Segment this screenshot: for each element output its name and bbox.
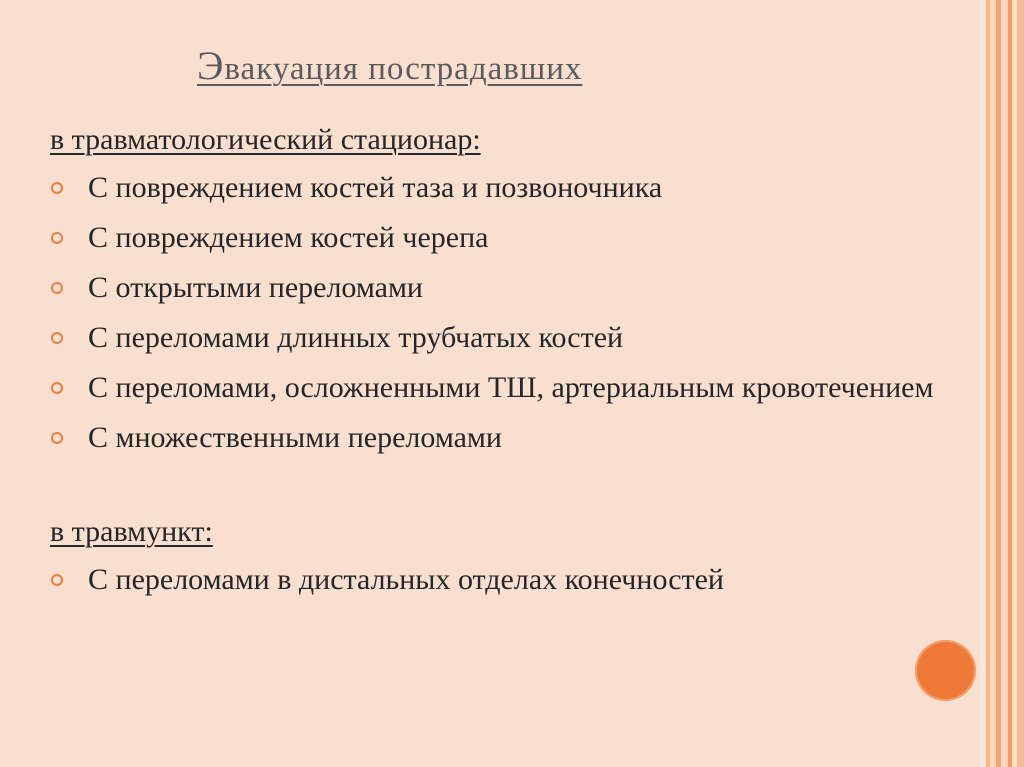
list-item-text: С повреждением костей черепа <box>88 221 489 254</box>
bullet-list <box>50 560 950 600</box>
section-trauma-point <box>50 514 950 600</box>
title-first-letter: Э <box>197 43 225 88</box>
list-item-text: С множественными переломами <box>88 421 502 454</box>
list-item-text: С переломами, осложненными ТШ, артериальным кровотечением <box>88 371 934 404</box>
bullet-list <box>50 168 950 458</box>
hollow-circle-bullet-icon <box>51 232 63 244</box>
orange-circle-decoration <box>915 640 976 701</box>
list-item-text: С повреждением костей таза и позвоночника <box>88 171 663 204</box>
hollow-circle-bullet-icon <box>51 574 63 586</box>
list-item <box>50 218 950 258</box>
right-border-stripes <box>980 0 1024 767</box>
hollow-circle-bullet-icon <box>51 432 63 444</box>
title-rest: вакуация пострадавших <box>224 51 583 87</box>
list-item <box>50 168 950 208</box>
hollow-circle-bullet-icon <box>51 382 63 394</box>
list-item <box>50 268 950 308</box>
list-item <box>50 318 950 358</box>
slide-title <box>197 42 817 89</box>
list-item <box>50 560 950 600</box>
section-hospital <box>50 122 950 458</box>
list-item-text: С переломами в дистальных отделах конечностей <box>88 563 724 596</box>
hollow-circle-bullet-icon <box>51 332 63 344</box>
list-item <box>50 418 950 458</box>
section-header: в травматологический стационар: <box>50 123 481 156</box>
list-item-text: С переломами длинных трубчатых костей <box>88 321 624 354</box>
section-header: в травмункт: <box>50 515 213 548</box>
list-item-text: С открытыми переломами <box>88 271 423 304</box>
hollow-circle-bullet-icon <box>51 282 63 294</box>
list-item <box>50 368 968 408</box>
hollow-circle-bullet-icon <box>51 182 63 194</box>
slide-content <box>50 122 950 600</box>
